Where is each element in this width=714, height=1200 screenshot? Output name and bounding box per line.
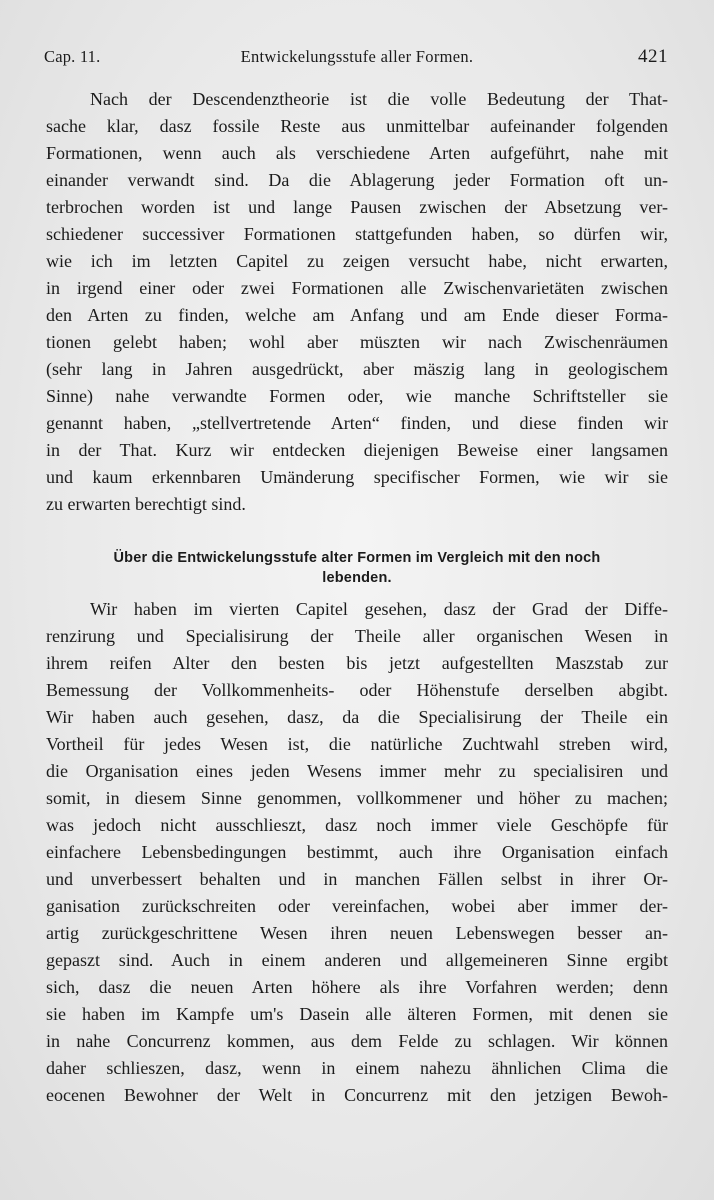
text-line: die Organisation eines jeden Wesens immer mehr zu specialisiren und xyxy=(46,761,668,781)
running-title: Entwickelungsstufe aller Formen. xyxy=(240,47,474,66)
text-line: daher schlieszen, dasz, wenn in einem nahezu ähnlichen Clima die xyxy=(46,1058,668,1078)
text-line: sich, dasz die neuen Arten höhere als ihre Vorfahren werden; denn xyxy=(46,977,668,997)
text-line: in der That. Kurz wir entdecken diejenigen Beweise einer langsamen xyxy=(46,440,668,460)
text-line: eocenen Bewohner der Welt in Concurrenz mit den jetzigen Bewoh- xyxy=(46,1085,668,1105)
paragraph-descendenz xyxy=(46,86,668,518)
text-line: einander verwandt sind. Da die Ablagerung jeder Formation oft un- xyxy=(46,170,668,190)
text-line: genannt haben, „stellvertretende Arten“ finden, und diese finden wir xyxy=(46,413,668,433)
text-line: und unverbessert behalten und in manchen Fällen selbst in ihrer Or- xyxy=(46,869,668,889)
section-heading xyxy=(46,548,668,588)
text-line: Wir haben auch gesehen, dasz, da die Specialisirung der Theile ein xyxy=(46,707,668,727)
text-line: und kaum erkennbaren Umänderung specifischer Formen, wie wir sie xyxy=(46,467,668,487)
text-line: Sinne) nahe verwandte Formen oder, wie manche Schriftsteller sie xyxy=(46,386,668,406)
page-number: 421 xyxy=(638,46,668,67)
section-heading-line: lebenden. xyxy=(322,570,392,586)
text-line: ihrem reifen Alter den besten bis jetzt aufgestellten Maszstab zur xyxy=(46,653,668,673)
running-head xyxy=(44,44,670,70)
text-line: (sehr lang in Jahren ausgedrückt, aber mäszig lang in geologischem xyxy=(46,359,668,379)
text-line: Nach der Descendenztheorie ist die volle Bedeutung der That- xyxy=(90,89,668,109)
section-heading-line: Über die Entwickelungsstufe alter Formen im Vergleich mit den noch xyxy=(113,550,601,566)
text-line: ganisation zurückschreiten oder vereinfachen, wobei aber immer der- xyxy=(46,896,668,916)
text-line: sie haben im Kampfe um's Dasein alle älteren Formen, mit denen sie xyxy=(46,1004,668,1024)
text-line: Vortheil für jedes Wesen ist, die natürliche Zuchtwahl streben wird, xyxy=(46,734,668,754)
chapter-label: Cap. 11. xyxy=(44,47,101,66)
text-line: somit, in diesem Sinne genommen, vollkommener und höher zu machen; xyxy=(46,788,668,808)
text-line: den Arten zu finden, welche am Anfang und am Ende dieser Forma- xyxy=(46,305,668,325)
text-line: sache klar, dasz fossile Reste aus unmittelbar aufeinander folgenden xyxy=(46,116,668,136)
text-line: in irgend einer oder zwei Formationen alle Zwischenvarietäten zwischen xyxy=(46,278,668,298)
text-line: Formationen, wenn auch als verschiedene Arten aufgeführt, nahe mit xyxy=(46,143,668,163)
paragraph-entwickelungsstufe xyxy=(46,596,668,1109)
text-line: was jedoch nicht ausschlieszt, dasz noch immer viele Geschöpfe für xyxy=(46,815,668,835)
text-line: tionen gelebt haben; wohl aber müszten wir nach Zwischenräumen xyxy=(46,332,668,352)
text-line: in nahe Concurrenz kommen, aus dem Felde zu schlagen. Wir können xyxy=(46,1031,668,1051)
text-line: Bemessung der Vollkommenheits- oder Höhenstufe derselben abgibt. xyxy=(46,680,668,700)
text-line: wie ich im letzten Capitel zu zeigen versucht habe, nicht erwarten, xyxy=(46,251,668,271)
text-line: einfachere Lebensbedingungen bestimmt, auch ihre Organisation einfach xyxy=(46,842,668,862)
text-line: gepaszt sind. Auch in einem anderen und allgemeineren Sinne ergibt xyxy=(46,950,668,970)
text-line: schiedener successiver Formationen stattgefunden haben, so dürfen wir, xyxy=(46,224,668,244)
text-line: renzirung und Specialisirung der Theile aller organischen Wesen in xyxy=(46,626,668,646)
text-line: terbrochen worden ist und lange Pausen zwischen der Absetzung ver- xyxy=(46,197,668,217)
text-line: zu erwarten berechtigt sind. xyxy=(46,494,246,514)
text-line: Wir haben im vierten Capitel gesehen, dasz der Grad der Diffe- xyxy=(90,599,668,619)
text-line: artig zurückgeschrittene Wesen ihren neuen Lebenswegen besser an- xyxy=(46,923,668,943)
